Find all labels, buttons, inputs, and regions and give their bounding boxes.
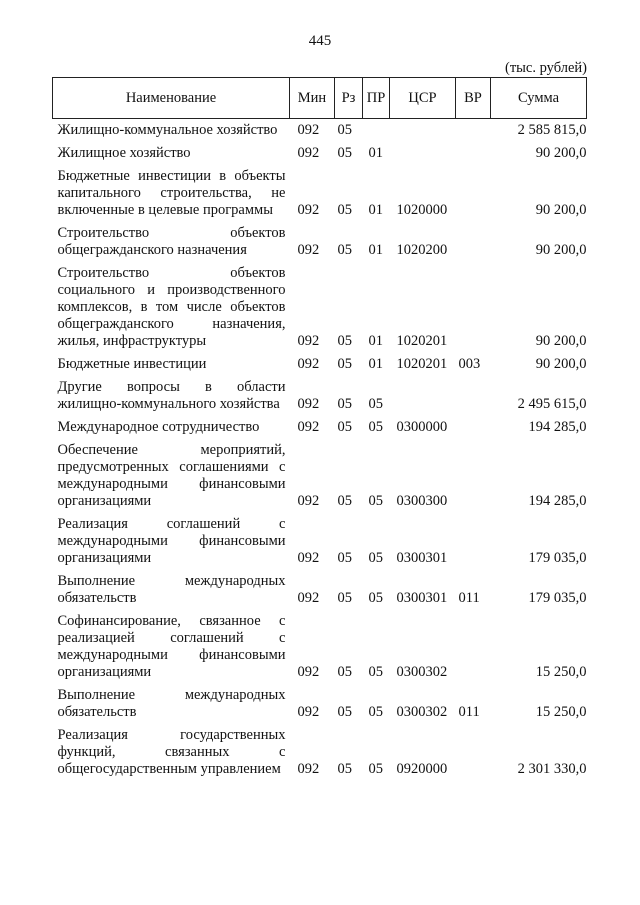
- cell-pr: 05: [368, 664, 383, 680]
- table-header-row: [53, 78, 587, 119]
- cell-rz: 05: [337, 242, 352, 258]
- cell-csr: 0300302: [396, 704, 448, 720]
- cell-min: 092: [297, 590, 320, 606]
- cell-name: Выполнение международных обязательств: [57, 687, 286, 720]
- cell-csr: 0300300: [396, 493, 448, 509]
- cell-min: 092: [297, 493, 320, 509]
- cell-csr: 1020201: [396, 333, 448, 349]
- cell-min: 092: [297, 122, 320, 138]
- header-rz: Рз: [335, 78, 363, 119]
- cell-sum: 2 301 330,0: [517, 761, 587, 777]
- cell-pr: 01: [368, 242, 383, 258]
- cell-sum: 15 250,0: [535, 664, 587, 680]
- cell-name: Реализация государственных функций, связанных с общегосударственным управлением: [57, 727, 286, 777]
- cell-csr: 1020200: [396, 242, 448, 258]
- cell-vr: [456, 610, 491, 684]
- cell-csr: 0300301: [396, 550, 448, 566]
- cell-rz: 05: [337, 396, 352, 412]
- units-label: (тыс. рублей): [505, 60, 587, 76]
- cell-csr: 1020000: [396, 202, 448, 218]
- table-row: [53, 222, 587, 262]
- cell-csr: 0300302: [396, 664, 448, 680]
- cell-rz: 05: [337, 704, 352, 720]
- cell-vr: 011: [458, 704, 480, 720]
- cell-csr: 0300000: [396, 419, 448, 435]
- cell-pr: 05: [368, 493, 383, 509]
- cell-name: Строительство объектов общегражданского назначения: [57, 225, 286, 258]
- cell-pr: 05: [368, 550, 383, 566]
- cell-rz: 05: [337, 333, 352, 349]
- cell-vr: [456, 724, 491, 781]
- cell-min: 092: [297, 356, 320, 372]
- cell-vr: [456, 416, 491, 439]
- cell-name: Жилищно-коммунальное хозяйство: [57, 122, 278, 138]
- cell-rz: 05: [337, 493, 352, 509]
- cell-name: Строительство объектов социального и производственного комплексов, в том числе объектов общегражданского назначения, жилья, инфраструктуры: [57, 265, 286, 349]
- cell-rz: 05: [337, 550, 352, 566]
- header-min: Мин: [290, 78, 335, 119]
- cell-rz: 05: [337, 145, 352, 161]
- table-row: [53, 165, 587, 222]
- cell-rz: 05: [337, 122, 352, 138]
- cell-sum: 179 035,0: [528, 550, 587, 566]
- cell-min: 092: [297, 550, 320, 566]
- table-row: [53, 439, 587, 513]
- page-number: 445: [308, 33, 332, 49]
- cell-sum: 194 285,0: [528, 493, 587, 509]
- cell-vr: [456, 439, 491, 513]
- table-row: [53, 570, 587, 610]
- cell-pr: [363, 119, 390, 143]
- cell-pr: 01: [368, 202, 383, 218]
- table-row: [53, 262, 587, 353]
- table-row: [53, 610, 587, 684]
- cell-vr: [456, 262, 491, 353]
- header-name: Наименование: [53, 78, 290, 119]
- cell-sum: 90 200,0: [535, 242, 587, 258]
- cell-sum: 2 495 615,0: [517, 396, 587, 412]
- cell-pr: 05: [368, 704, 383, 720]
- cell-min: 092: [297, 333, 320, 349]
- cell-sum: 90 200,0: [535, 333, 587, 349]
- cell-sum: 90 200,0: [535, 145, 587, 161]
- cell-vr: 003: [458, 356, 481, 372]
- cell-name: Реализация соглашений с международными финансовыми организациями: [57, 516, 286, 566]
- header-csr: ЦСР: [390, 78, 456, 119]
- cell-min: 092: [297, 704, 320, 720]
- cell-vr: [456, 222, 491, 262]
- cell-sum: 90 200,0: [535, 202, 587, 218]
- cell-min: 092: [297, 396, 320, 412]
- header-vr: ВР: [456, 78, 491, 119]
- cell-name: Жилищное хозяйство: [57, 145, 191, 161]
- table-row: [53, 684, 587, 724]
- table-row: [53, 119, 587, 143]
- budget-table: [52, 77, 587, 781]
- cell-sum: 2 585 815,0: [517, 122, 587, 138]
- table-row: [53, 724, 587, 781]
- cell-vr: [456, 165, 491, 222]
- cell-csr: 0920000: [396, 761, 448, 777]
- cell-min: 092: [297, 761, 320, 777]
- table-row: [53, 376, 587, 416]
- table-row: [53, 142, 587, 165]
- header-sum: Сумма: [491, 78, 587, 119]
- cell-min: 092: [297, 145, 320, 161]
- cell-rz: 05: [337, 202, 352, 218]
- table-row: [53, 513, 587, 570]
- cell-min: 092: [297, 202, 320, 218]
- cell-rz: 05: [337, 761, 352, 777]
- cell-pr: 05: [368, 761, 383, 777]
- cell-csr: [390, 119, 456, 143]
- cell-vr: [456, 119, 491, 143]
- header-pr: ПР: [363, 78, 390, 119]
- cell-pr: 05: [368, 590, 383, 606]
- cell-vr: [456, 376, 491, 416]
- cell-vr: [456, 513, 491, 570]
- cell-sum: 15 250,0: [535, 704, 587, 720]
- cell-name: Обеспечение мероприятий, предусмотренных соглашениями с международными финансовыми организациями: [57, 442, 286, 509]
- cell-name: Выполнение международных обязательств: [57, 573, 286, 606]
- cell-pr: 05: [368, 419, 383, 435]
- cell-vr: 011: [458, 590, 480, 606]
- cell-name: Софинансирование, связанное с реализацией соглашений с международными финансовыми организациями: [57, 613, 286, 680]
- cell-min: 092: [297, 419, 320, 435]
- cell-name: Бюджетные инвестиции в объекты капитального строительства, не включенные в целевые программы: [57, 168, 286, 218]
- cell-min: 092: [297, 242, 320, 258]
- cell-csr: [390, 376, 456, 416]
- cell-pr: 01: [368, 145, 383, 161]
- cell-name: Бюджетные инвестиции: [57, 356, 207, 372]
- cell-csr: 0300301: [396, 590, 448, 606]
- cell-rz: 05: [337, 664, 352, 680]
- cell-sum: 179 035,0: [528, 590, 587, 606]
- cell-min: 092: [297, 664, 320, 680]
- cell-sum: 90 200,0: [535, 356, 587, 372]
- cell-name: Другие вопросы в области жилищно-коммунального хозяйства: [57, 379, 286, 412]
- cell-pr: 01: [368, 333, 383, 349]
- cell-csr: 1020201: [396, 356, 448, 372]
- cell-sum: 194 285,0: [528, 419, 587, 435]
- table-row: [53, 353, 587, 376]
- cell-vr: [456, 142, 491, 165]
- cell-rz: 05: [337, 419, 352, 435]
- cell-name: Международное сотрудничество: [57, 419, 260, 435]
- cell-csr: [390, 142, 456, 165]
- cell-pr: 01: [368, 356, 383, 372]
- table-row: [53, 416, 587, 439]
- cell-pr: 05: [368, 396, 383, 412]
- cell-rz: 05: [337, 356, 352, 372]
- cell-rz: 05: [337, 590, 352, 606]
